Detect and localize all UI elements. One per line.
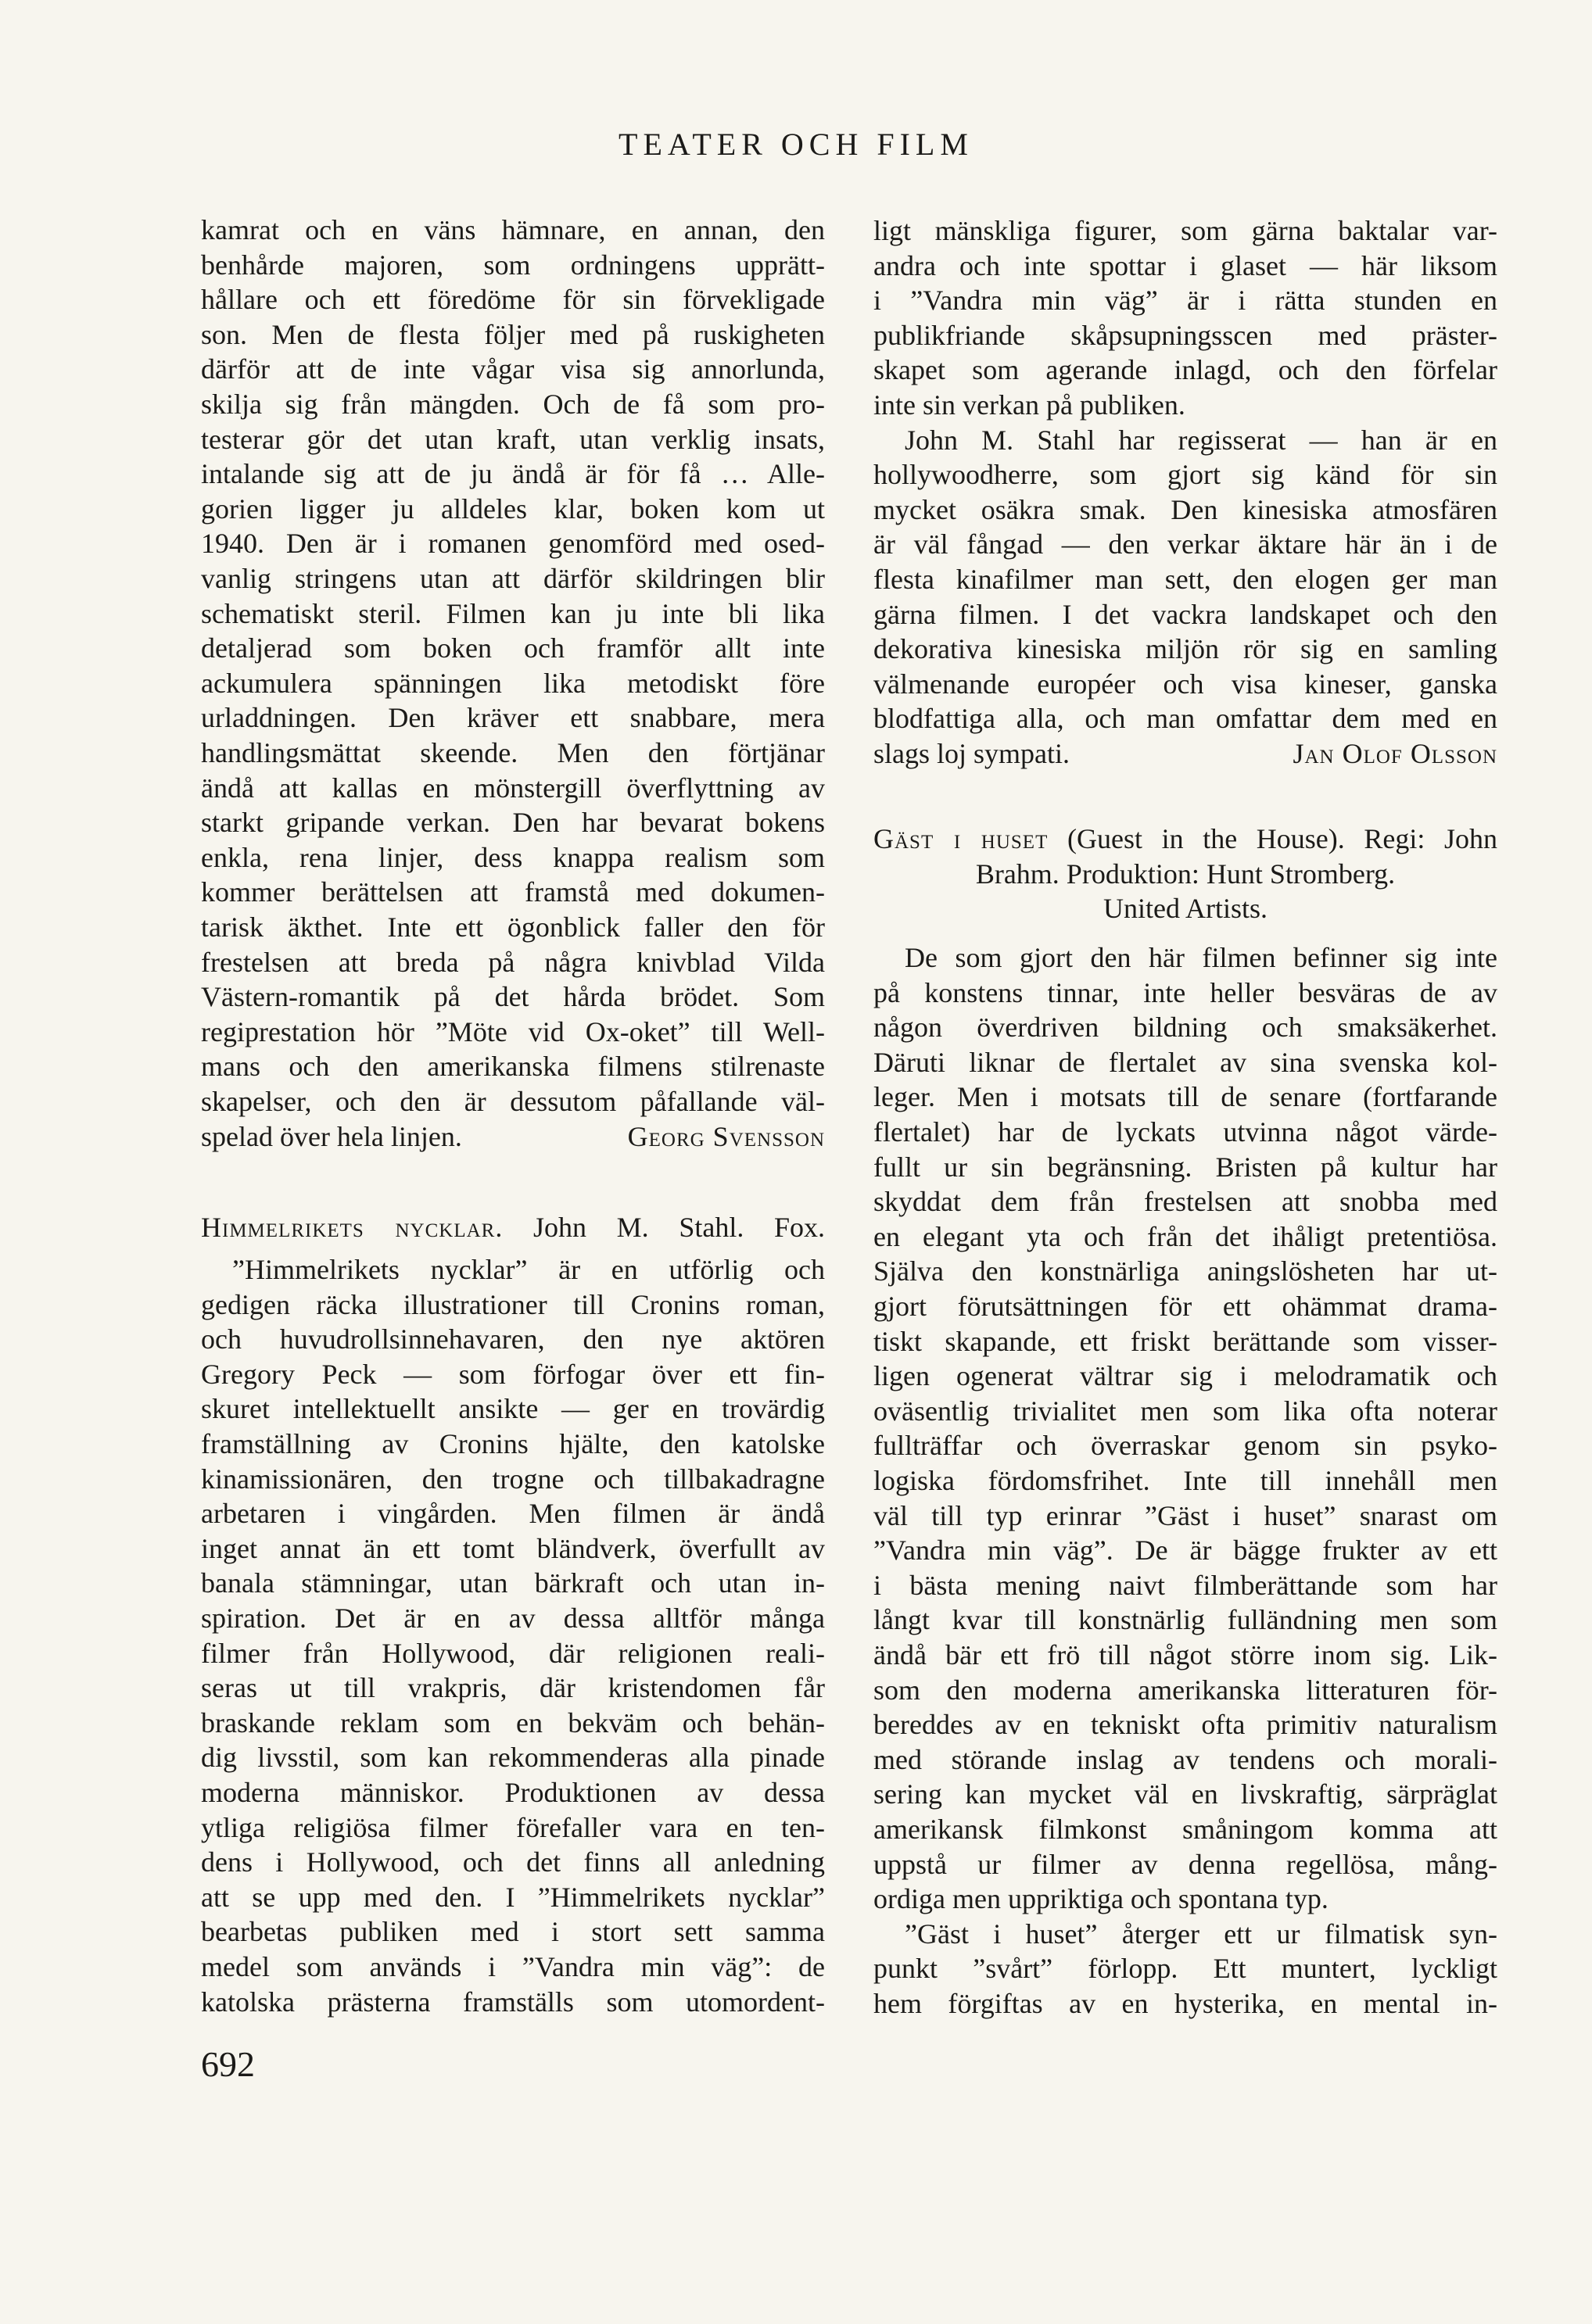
text-line: seras ut till vrakpris, där kristendomen får	[201, 1672, 825, 1704]
text-line: Gregory Peck — som förfogar över ett fin-	[201, 1358, 825, 1390]
paragraph-last-line: slags loj sympati.	[873, 738, 1070, 769]
review-heading	[873, 822, 1497, 857]
text-line: fullträffar och överraskar genom sin psyko-	[873, 1430, 1497, 1462]
text-line: kamrat och en väns hämnare, en annan, den	[201, 214, 825, 245]
text-line: gjort förutsättningen för ett ohämmat drama-	[873, 1291, 1497, 1322]
text-line: på konstens tinnar, inte heller besväras de av	[873, 976, 1497, 1008]
text-line: skyddat dem från frestelsen att snobba med	[873, 1186, 1497, 1218]
text-line: inget annat än ett tomt bländverk, överfullt av	[201, 1532, 825, 1564]
text-line: dig livsstil, som kan rekommenderas alla pinade	[201, 1742, 825, 1774]
page-number: 692	[201, 2044, 255, 2084]
text-line: någon överdriven bildning och smaksäkerhet.	[873, 1012, 1497, 1044]
text-line: Däruti liknar de flertalet av sina svenska kol-	[873, 1046, 1497, 1078]
text-line: bereddes av en tekniskt ofta primitiv naturalism	[873, 1709, 1497, 1741]
film-credits: (Guest in the House). Regi: John	[1067, 823, 1498, 854]
text-line: blodfattiga alla, och man omfattar dem med en	[873, 703, 1497, 735]
text-line: sering kan mycket väl en livskraftig, särpräglat	[873, 1778, 1497, 1810]
text-line: gärna filmen. I det vackra landskapet och den	[873, 598, 1497, 630]
text-line: gorien ligger ju alldeles klar, boken kom ut	[201, 492, 825, 525]
text-line: tiskt skapande, ett friskt berättande som visser-	[873, 1325, 1497, 1357]
text-line: kinamissionären, den trogne och tillbakadragne	[201, 1463, 825, 1495]
text-line: regiprestation hör ”Möte vid Ox-oket” till Well-	[201, 1015, 825, 1047]
text-line: välmenande européer och visa kineser, ganska	[873, 668, 1497, 700]
text-line: testerar gör det utan kraft, utan verklig insats,	[201, 423, 825, 455]
text-line: ändå bär ett frö till något större inom sig. Lik-	[873, 1639, 1497, 1670]
text-line: oväsentlig trivialitet men som lika ofta noterar	[873, 1395, 1497, 1427]
text-line: 1940. Den är i romanen genomförd med osed-	[201, 528, 825, 560]
text-line: mycket osäkra smak. Den kinesiska atmosfären	[873, 493, 1497, 525]
text-line: gedigen räcka illustrationer till Cronins roman,	[201, 1288, 825, 1320]
text-line: Själva den konstnärliga aningslösheten har ut-	[873, 1255, 1497, 1287]
text-line: skapet som agerande inlagd, och den förfelar	[873, 354, 1497, 386]
review-signature-line	[873, 736, 1497, 772]
text-line: i bästa mening naivt filmberättande som har	[873, 1569, 1497, 1601]
text-line: amerikansk filmkonst småningom komma att	[873, 1814, 1497, 1845]
text-line: skuret intellektuellt ansikte — ger en trovärdig	[201, 1393, 825, 1425]
text-line: filmer från Hollywood, där religionen reali-	[201, 1637, 825, 1669]
text-line: detaljerad som boken och framför allt inte	[201, 632, 825, 664]
review-heading	[201, 1210, 825, 1245]
film-credits: John M. Stahl. Fox.	[532, 1212, 825, 1243]
text-line: publikfriande skåpsupningsscen med präster-	[873, 319, 1497, 351]
text-line: katolska prästerna framställs som utomordent-	[201, 1986, 825, 2018]
review-heading-credits: Brahm. Produktion: Hunt Stromberg.	[975, 858, 1396, 890]
text-line: med störande inslag av tendens och morali-	[873, 1743, 1497, 1775]
text-line: fullt ur sin begränsning. Bristen på kultur har	[873, 1151, 1497, 1183]
text-line: tarisk äkthet. Inte ett ögonblick faller den för	[201, 911, 825, 943]
text-line: intalande sig att de ju ändå är för få … Alle-	[201, 458, 825, 490]
text-line: starkt gripande verkan. Den har bevarat bokens	[201, 807, 825, 839]
text-line: moderna människor. Produktionen av dessa	[201, 1777, 825, 1808]
text-line: ”Himmelrikets nycklar” är en utförlig och	[232, 1254, 825, 1285]
text-line: ytliga religiösa filmer förefaller vara en ten-	[201, 1811, 825, 1843]
text-line: därför att de inte vågar visa sig annorlunda,	[201, 353, 825, 385]
paragraph-last-line: spelad över hela linjen.	[201, 1120, 462, 1152]
text-line: ordiga men uppriktiga och spontana typ.	[873, 1883, 1328, 1915]
text-line: ligen ogenerat vältrar sig i melodramatik och	[873, 1360, 1497, 1392]
text-line: arbetaren i vingården. Men filmen är ändå	[201, 1498, 825, 1530]
text-line: spiration. Det är en av dessa alltför många	[201, 1602, 825, 1634]
text-line: dekorativa kinesiska miljön rör sig en samling	[873, 633, 1497, 665]
text-line: långt kvar till konstnärlig fulländning men som	[873, 1604, 1497, 1636]
text-line: leger. Men i motsats till de senare (fortfarande	[873, 1081, 1497, 1113]
text-line: skapelser, och den är dessutom påfallande väl-	[201, 1086, 825, 1117]
text-line: skilja sig från mängden. Och de få som pro-	[201, 389, 825, 420]
text-line: flesta kinafilmer man sett, den elogen ger man	[873, 564, 1497, 595]
text-line: uppstå ur filmer av denna regellösa, mång-	[873, 1848, 1497, 1880]
text-line: handlingsmättat skeende. Men den förtjänar	[201, 737, 825, 768]
text-line: De som gjort den här filmen befinner sig inte	[905, 942, 1497, 973]
text-line: bearbetas publiken med i stort sett samma	[201, 1916, 825, 1948]
text-line: som den moderna amerikanska litteraturen för-	[873, 1674, 1497, 1706]
review-signature-line	[201, 1119, 825, 1155]
text-line: flertalet) har de lyckats utvinna något värde-	[873, 1116, 1497, 1148]
text-line: andra och inte spottar i glaset — här liksom	[873, 249, 1497, 281]
text-line: hem förgiftas av en hysterika, en mental in-	[873, 1988, 1497, 2019]
text-line: son. Men de flesta följer med på ruskigheten	[201, 318, 825, 350]
text-line: väl till typ erinrar ”Gäst i huset” snarast om	[873, 1499, 1497, 1531]
text-line: dens i Hollywood, och det finns all anledning	[201, 1846, 825, 1878]
text-line: frestelsen att breda på några knivblad Vilda	[201, 946, 825, 978]
left-column	[201, 0, 825, 2324]
author-name: Georg Svensson	[627, 1120, 825, 1152]
text-line: mans och den amerikanska filmens stilrenaste	[201, 1051, 825, 1083]
text-line: ändå att kallas en mönstergill överflyttning av	[201, 772, 825, 804]
right-column	[873, 0, 1497, 2324]
text-line: vanlig stringens utan att därför skildringen blir	[201, 563, 825, 594]
film-title: Gäst i huset	[873, 823, 1049, 854]
text-line: benhårde majoren, som ordningens upprätt-	[201, 249, 825, 281]
running-head: TEATER OCH FILM	[619, 127, 973, 162]
author-name: Jan Olof Olsson	[1293, 738, 1497, 769]
text-line: hollywoodherre, som gjort sig känd för sin	[873, 459, 1497, 491]
text-line: Västern-romantik på det hårda brödet. Som	[201, 981, 825, 1013]
text-line: John M. Stahl har regisserat — han är en	[905, 424, 1497, 456]
text-line: inte sin verkan på publiken.	[873, 389, 1185, 421]
text-line: en elegant yta och från det ihåligt pretentiösa.	[873, 1220, 1497, 1252]
text-line: ”Gäst i huset” återger ett ur filmatisk syn-	[905, 1918, 1497, 1950]
text-line: urladdningen. Den kräver ett snabbare, mera	[201, 702, 825, 734]
text-line: logiska fördomsfrihet. Inte till innehåll men	[873, 1465, 1497, 1496]
text-line: ligt mänskliga figurer, som gärna baktalar var-	[873, 215, 1497, 246]
text-line: braskande reklam som en bekväm och behän-	[201, 1706, 825, 1739]
text-line: ackumulera spänningen lika metodiskt före	[201, 667, 825, 699]
film-title: Himmelrikets nycklar.	[201, 1212, 504, 1243]
text-line: ”Vandra min väg”. De är bägge frukter av ett	[873, 1534, 1497, 1567]
text-line: i ”Vandra min väg” är i rätta stunden en	[873, 285, 1497, 317]
text-line: kommer berättelsen att framstå med dokumen-	[201, 876, 825, 908]
text-line: punkt ”svårt” förlopp. Ett muntert, lyckligt	[873, 1953, 1497, 1985]
text-line: hållare och ett föredöme för sin förvekligade	[201, 284, 825, 316]
text-line: att se upp med den. I ”Himmelrikets nycklar”	[201, 1881, 825, 1913]
text-line: schematiskt steril. Filmen kan ju inte bli lika	[201, 597, 825, 629]
text-line: och huvudrollsinnehavaren, den nye aktören	[201, 1323, 825, 1355]
review-heading-distributor: United Artists.	[1103, 893, 1268, 924]
text-line: är väl fångad — den verkar äktare här än i de	[873, 528, 1497, 560]
text-line: medel som används i ”Vandra min väg”: de	[201, 1951, 825, 1982]
text-line: framställning av Cronins hjälte, den katolske	[201, 1428, 825, 1459]
text-line: enkla, rena linjer, dess knappa realism som	[201, 841, 825, 873]
text-line: banala stämningar, utan bärkraft och utan in-	[201, 1567, 825, 1599]
